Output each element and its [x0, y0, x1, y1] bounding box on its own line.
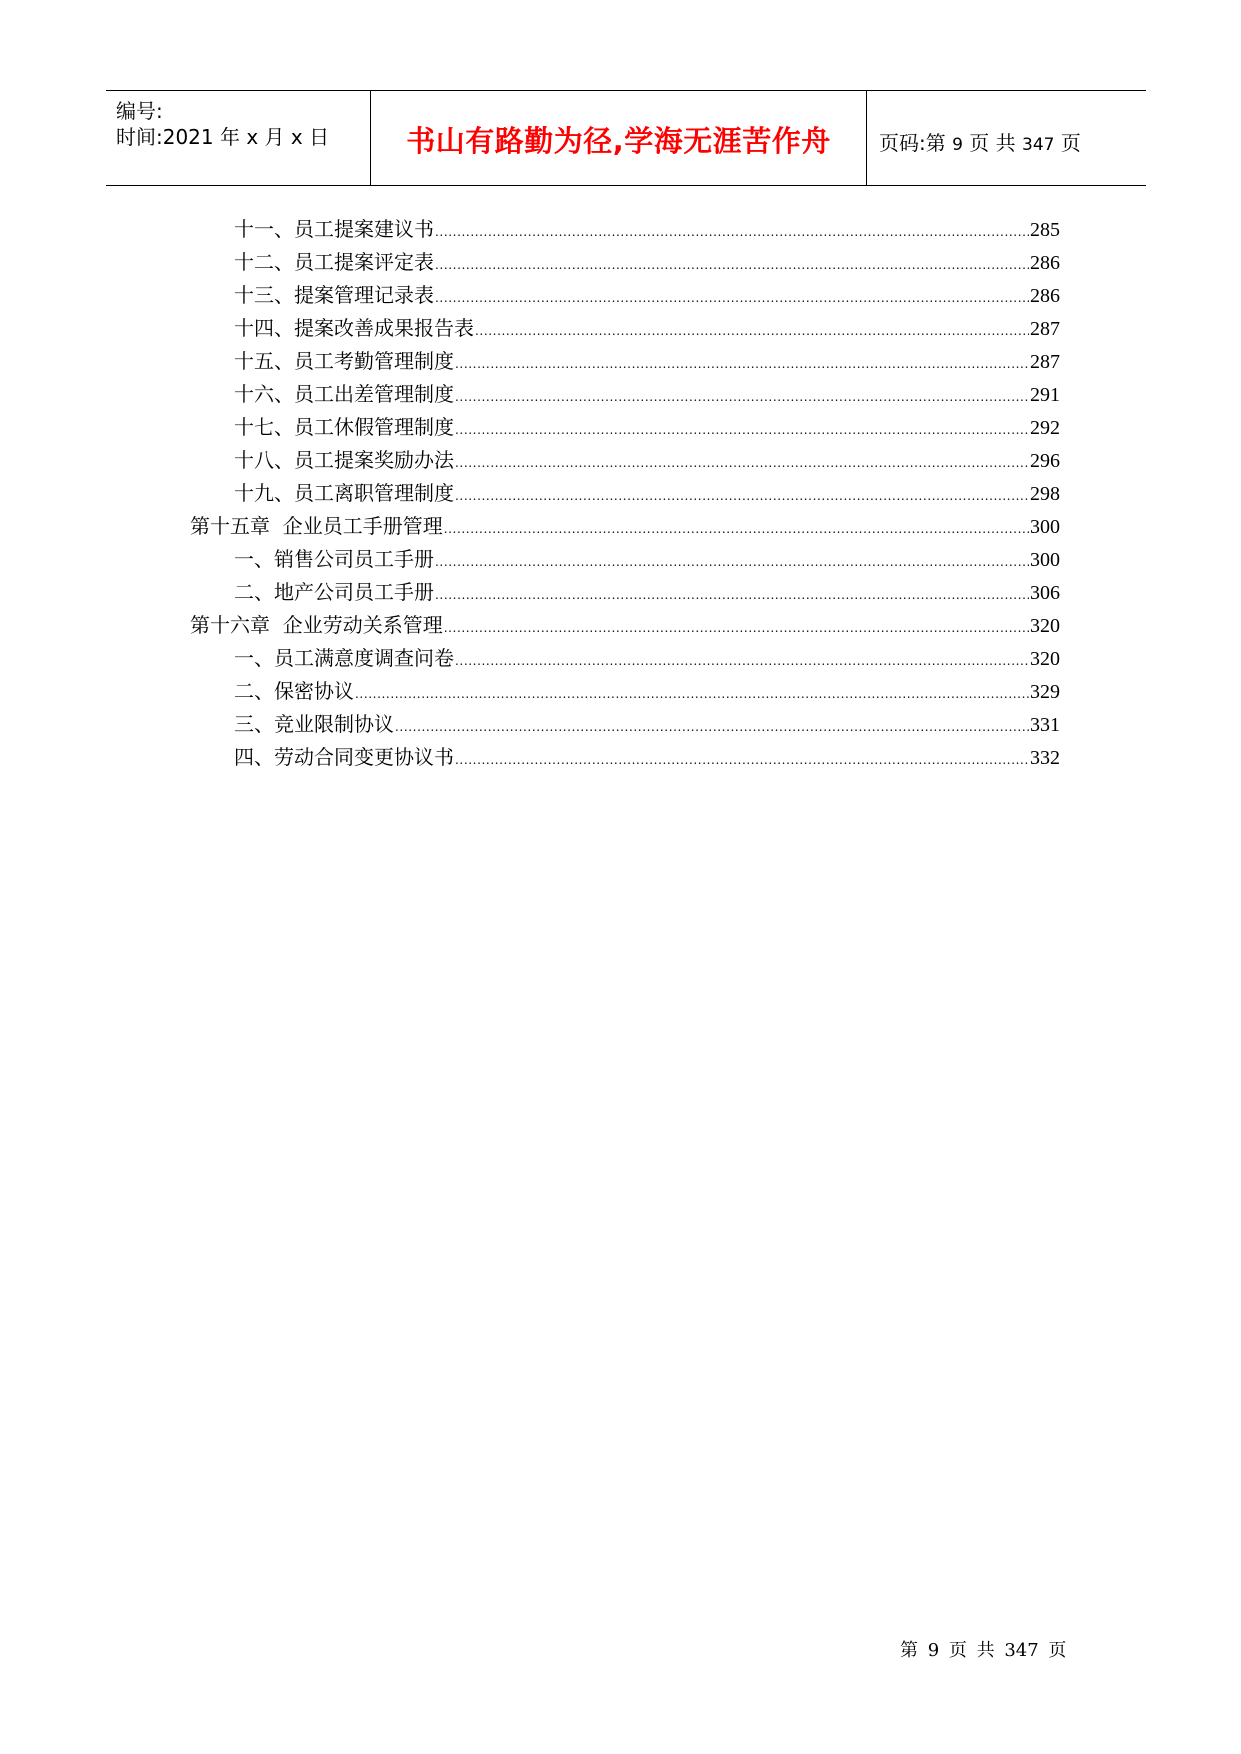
toc-section-entry[interactable] [190, 576, 1060, 609]
toc-entry-title: 十一、员工提案建议书 [234, 217, 434, 241]
page-footer: 第 9 页 共 347 页 [900, 1640, 1067, 1661]
page-header [106, 90, 1146, 186]
page-suffix: 页 [1060, 131, 1081, 155]
toc-page-number: 292 [1030, 417, 1060, 439]
toc-page-number: 287 [1030, 318, 1060, 340]
toc-entry-title: 十九、员工离职管理制度 [234, 481, 454, 505]
toc-page-number: 300 [1030, 549, 1060, 571]
toc-section-entry[interactable] [190, 642, 1060, 675]
toc-page-number: 306 [1030, 582, 1060, 604]
toc-page-number: 320 [1030, 615, 1060, 637]
toc-dot-leader [455, 744, 1029, 777]
toc-section-entry[interactable] [190, 312, 1060, 345]
toc-entry-title: 十八、员工提案奖励办法 [234, 448, 454, 472]
toc-entry-title: 二、地产公司员工手册 [234, 580, 434, 604]
toc-chapter-entry[interactable] [190, 510, 1060, 543]
toc-section-entry[interactable] [190, 741, 1060, 774]
toc-section-entry[interactable] [190, 411, 1060, 444]
toc-section-entry[interactable] [190, 279, 1060, 312]
toc-entry-title: 十四、提案改善成果报告表 [234, 316, 474, 340]
toc-entry-title: 四、劳动合同变更协议书 [234, 745, 454, 769]
toc-dot-leader [435, 546, 1029, 579]
toc-entry-title: 十二、员工提案评定表 [234, 250, 434, 274]
toc-section-entry[interactable] [190, 543, 1060, 576]
serial-number-label: 编号: [116, 99, 163, 123]
toc-entry-title: 一、销售公司员工手册 [234, 547, 434, 571]
toc-dot-leader [455, 480, 1029, 513]
toc-entry-title: 一、员工满意度调查问卷 [234, 646, 454, 670]
toc-entry-title: 三、竞业限制协议 [234, 712, 394, 736]
toc-page-number: 332 [1030, 747, 1060, 769]
table-of-contents [190, 213, 1060, 774]
toc-section-entry[interactable] [190, 444, 1060, 477]
header-middle-cell [371, 91, 867, 185]
toc-dot-leader [395, 711, 1029, 744]
toc-entry-title: 十五、员工考勤管理制度 [234, 349, 454, 373]
toc-page-number: 320 [1030, 648, 1060, 670]
toc-section-entry[interactable] [190, 246, 1060, 279]
toc-dot-leader [444, 513, 1029, 546]
toc-section-entry[interactable] [190, 213, 1060, 246]
total-page-number: 347 [1022, 135, 1055, 155]
toc-entry-title: 第十六章 企业劳动关系管理 [190, 613, 443, 637]
toc-page-number: 286 [1030, 252, 1060, 274]
toc-dot-leader [435, 249, 1029, 282]
toc-dot-leader [455, 348, 1029, 381]
toc-page-number: 291 [1030, 384, 1060, 406]
toc-section-entry[interactable] [190, 675, 1060, 708]
toc-dot-leader [435, 216, 1029, 249]
page-mid: 页 共 [969, 131, 1016, 155]
toc-page-number: 285 [1030, 219, 1060, 241]
toc-section-entry[interactable] [190, 345, 1060, 378]
toc-dot-leader [455, 414, 1029, 447]
toc-dot-leader [475, 315, 1029, 348]
header-page-info [879, 127, 1081, 156]
toc-page-number: 296 [1030, 450, 1060, 472]
header-motto: 书山有路勤为径,学海无涯苦作舟 [406, 124, 831, 158]
toc-dot-leader [455, 381, 1029, 414]
toc-dot-leader [435, 579, 1029, 612]
toc-dot-leader [355, 678, 1029, 711]
toc-page-number: 329 [1030, 681, 1060, 703]
page-prefix: 页码:第 [879, 131, 946, 155]
header-right-cell [867, 91, 1146, 185]
toc-section-entry[interactable] [190, 477, 1060, 510]
toc-dot-leader [444, 612, 1029, 645]
toc-entry-title: 十七、员工休假管理制度 [234, 415, 454, 439]
toc-page-number: 287 [1030, 351, 1060, 373]
toc-section-entry[interactable] [190, 378, 1060, 411]
toc-entry-title: 第十五章 企业员工手册管理 [190, 514, 443, 538]
toc-dot-leader [455, 645, 1029, 678]
header-left-cell [106, 91, 371, 185]
toc-page-number: 286 [1030, 285, 1060, 307]
toc-dot-leader [435, 282, 1029, 315]
toc-section-entry[interactable] [190, 708, 1060, 741]
current-page-number: 9 [952, 135, 963, 155]
toc-chapter-entry[interactable] [190, 609, 1060, 642]
toc-page-number: 298 [1030, 483, 1060, 505]
toc-page-number: 300 [1030, 516, 1060, 538]
toc-dot-leader [455, 447, 1029, 480]
toc-page-number: 331 [1030, 714, 1060, 736]
toc-entry-title: 十三、提案管理记录表 [234, 283, 434, 307]
toc-entry-title: 二、保密协议 [234, 679, 354, 703]
toc-entry-title: 十六、员工出差管理制度 [234, 382, 454, 406]
date-label: 时间:2021 年 x 月 x 日 [116, 125, 330, 149]
